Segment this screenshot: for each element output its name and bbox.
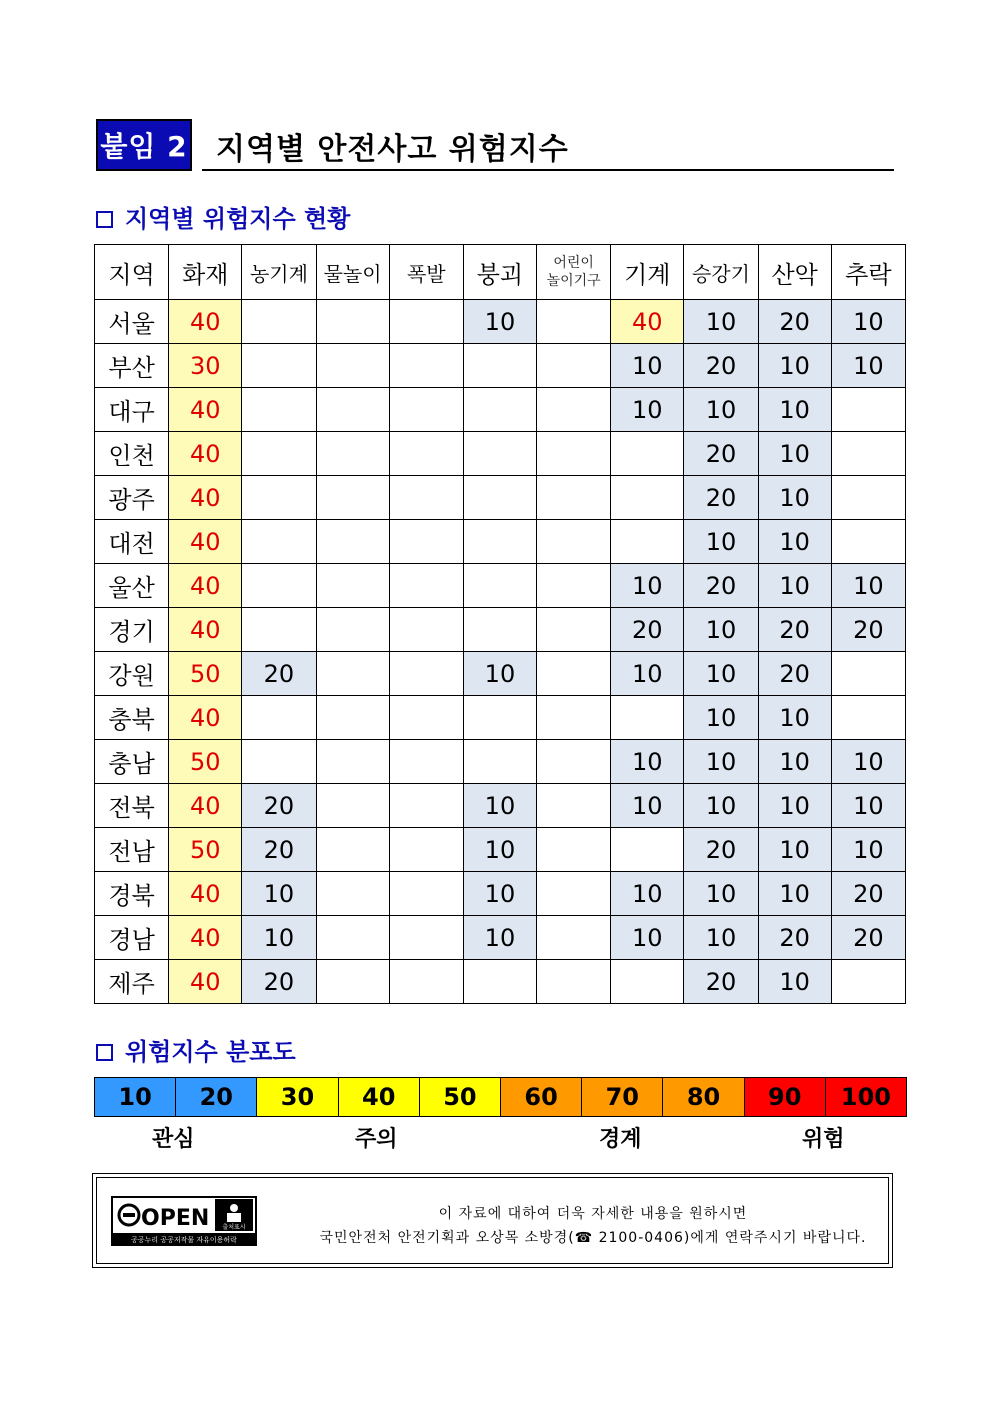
fire-cell: 50 [169,828,242,872]
value-cell: 20 [242,652,316,696]
value-cell [316,916,389,960]
attachment-badge: 붙임 2 [96,119,192,171]
value-cell [537,740,611,784]
value-cell [389,300,463,344]
value-cell: 10 [611,784,684,828]
value-cell [389,872,463,916]
table-row [95,652,906,696]
table-row [95,916,906,960]
value-cell [463,960,536,1004]
value-cell: 20 [684,476,758,520]
logo-badge-text: 출처표시 [222,1224,246,1231]
value-cell [537,564,611,608]
value-cell: 20 [758,916,831,960]
column-header: 어린이 놀이기구 [537,245,611,300]
region-cell: 충북 [95,696,169,740]
column-header: 물놀이 [316,245,389,300]
scale-cell: 20 [176,1078,257,1116]
value-cell: 40 [611,300,684,344]
value-cell [316,388,389,432]
table-row [95,608,906,652]
value-cell [611,520,684,564]
fire-cell: 40 [169,608,242,652]
notice-line-1: 이 자료에 대하여 더욱 자세한 내용을 원하시면 [438,1206,748,1222]
value-cell [316,696,389,740]
checkbox-square-icon [96,211,113,228]
value-cell: 10 [758,828,831,872]
fire-cell: 40 [169,784,242,828]
value-cell: 10 [758,476,831,520]
value-cell: 10 [463,300,536,344]
value-cell: 10 [684,872,758,916]
value-cell: 20 [758,608,831,652]
value-cell [316,520,389,564]
value-cell: 20 [684,828,758,872]
scale-cell: 70 [582,1078,663,1116]
region-cell: 서울 [95,300,169,344]
value-cell [611,432,684,476]
value-cell [242,344,316,388]
column-header: 추락 [831,245,905,300]
value-cell [389,564,463,608]
value-cell: 20 [684,432,758,476]
table-row [95,696,906,740]
section-title: 지역별 위험지수 현황 [125,205,351,233]
scale-label-caution: 주의 [355,1127,398,1152]
value-cell [242,608,316,652]
value-cell [537,916,611,960]
value-cell [316,476,389,520]
section-title: 위험지수 분포도 [125,1038,296,1066]
title-underline [202,169,894,171]
value-cell [389,960,463,1004]
scale-label-alert: 경계 [599,1127,642,1152]
region-cell: 대전 [95,520,169,564]
value-cell [463,432,536,476]
value-cell [463,476,536,520]
value-cell [389,432,463,476]
risk-index-table [94,244,906,1004]
value-cell [537,652,611,696]
value-cell: 10 [611,564,684,608]
value-cell [242,740,316,784]
value-cell: 10 [611,388,684,432]
value-cell: 20 [611,608,684,652]
value-cell [242,432,316,476]
column-header: 농기계 [242,245,316,300]
value-cell [463,520,536,564]
value-cell: 20 [684,960,758,1004]
value-cell [463,696,536,740]
value-cell [242,476,316,520]
value-cell: 10 [758,564,831,608]
value-cell [537,696,611,740]
value-cell: 10 [831,828,905,872]
value-cell: 10 [831,344,905,388]
column-header: 폭발 [389,245,463,300]
value-cell [831,960,905,1004]
value-cell: 10 [463,828,536,872]
value-cell: 10 [758,740,831,784]
value-cell: 10 [611,872,684,916]
value-cell [463,740,536,784]
column-header: 붕괴 [463,245,536,300]
scale-cell: 80 [663,1078,744,1116]
value-cell [463,564,536,608]
value-cell [316,872,389,916]
value-cell [389,476,463,520]
value-cell [316,740,389,784]
table-row [95,960,906,1004]
region-cell: 인천 [95,432,169,476]
value-cell: 10 [242,872,316,916]
value-cell: 10 [611,916,684,960]
region-cell: 경남 [95,916,169,960]
scale-cell: 90 [745,1078,826,1116]
region-cell: 제주 [95,960,169,1004]
value-cell [389,696,463,740]
table-row [95,872,906,916]
fire-cell: 40 [169,872,242,916]
fire-cell: 40 [169,960,242,1004]
value-cell [242,388,316,432]
region-cell: 전남 [95,828,169,872]
value-cell: 20 [684,564,758,608]
value-cell: 10 [758,872,831,916]
scale-cell: 30 [257,1078,338,1116]
table-row [95,520,906,564]
column-header: 승강기 [684,245,758,300]
column-header: 산악 [758,245,831,300]
value-cell [242,300,316,344]
section-heading-status [96,199,350,234]
fire-cell: 40 [169,916,242,960]
notice-line-2: 국민안전처 안전기획과 오상목 소방경(☎ 2100-0406)에게 연락주시기 바랍니다. [319,1230,867,1246]
value-cell [537,432,611,476]
table-row [95,388,906,432]
value-cell [316,432,389,476]
value-cell [242,520,316,564]
logo-sub-text: 공공누리 공공저작물 자유이용허락 [131,1236,237,1244]
scale-cell: 50 [420,1078,501,1116]
value-cell: 20 [242,960,316,1004]
table-row [95,828,906,872]
value-cell [389,916,463,960]
fire-cell: 40 [169,696,242,740]
value-cell [389,740,463,784]
value-cell: 10 [831,300,905,344]
value-cell [389,652,463,696]
value-cell: 10 [684,520,758,564]
table-row [95,300,906,344]
column-header: 지역 [95,245,169,300]
kogl-open-license-logo [111,1196,257,1246]
value-cell [537,608,611,652]
value-cell [463,344,536,388]
notice-text [303,1202,883,1250]
logo-open-text: OPEN [141,1206,210,1231]
value-cell: 10 [684,300,758,344]
value-cell [537,344,611,388]
checkbox-square-icon [96,1044,113,1061]
value-cell: 10 [463,916,536,960]
value-cell: 10 [684,652,758,696]
value-cell [537,784,611,828]
page-title: 지역별 안전사고 위험지수 [216,132,569,167]
table-row [95,432,906,476]
value-cell [831,520,905,564]
value-cell: 20 [758,300,831,344]
fire-cell: 40 [169,520,242,564]
value-cell: 10 [831,740,905,784]
value-cell [537,388,611,432]
fire-cell: 50 [169,652,242,696]
value-cell: 10 [684,696,758,740]
value-cell: 10 [463,872,536,916]
region-cell: 충남 [95,740,169,784]
value-cell: 10 [758,960,831,1004]
fire-cell: 40 [169,564,242,608]
value-cell [463,608,536,652]
region-cell: 전북 [95,784,169,828]
scale-label-danger: 위험 [802,1127,845,1152]
value-cell [242,564,316,608]
region-cell: 부산 [95,344,169,388]
region-cell: 강원 [95,652,169,696]
table-row [95,740,906,784]
value-cell [537,300,611,344]
value-cell: 20 [758,652,831,696]
column-header: 화재 [169,245,242,300]
value-cell: 10 [611,344,684,388]
value-cell [389,344,463,388]
fire-cell: 50 [169,740,242,784]
value-cell [537,960,611,1004]
value-cell [463,388,536,432]
value-cell [537,872,611,916]
value-cell: 10 [758,388,831,432]
risk-scale-bar [94,1077,907,1117]
table-row [95,344,906,388]
value-cell: 10 [463,652,536,696]
value-cell: 10 [758,696,831,740]
fire-cell: 40 [169,300,242,344]
value-cell: 20 [831,608,905,652]
table-row [95,564,906,608]
value-cell: 20 [831,916,905,960]
value-cell [389,520,463,564]
contact-notice-box [92,1173,893,1268]
value-cell [242,696,316,740]
scale-label-attention: 관심 [152,1127,195,1152]
section-heading-distribution [96,1032,296,1067]
value-cell [389,828,463,872]
scale-cell: 60 [501,1078,582,1116]
table-row [95,784,906,828]
value-cell: 20 [684,344,758,388]
value-cell [316,608,389,652]
value-cell: 10 [684,388,758,432]
value-cell [389,388,463,432]
region-cell: 경기 [95,608,169,652]
value-cell [611,696,684,740]
value-cell: 10 [684,608,758,652]
value-cell [316,300,389,344]
scale-cell: 100 [826,1078,906,1116]
value-cell: 20 [242,828,316,872]
value-cell: 10 [611,652,684,696]
region-cell: 경북 [95,872,169,916]
table-row [95,476,906,520]
value-cell [389,608,463,652]
column-header: 기계 [611,245,684,300]
value-cell [316,828,389,872]
scale-cell: 40 [339,1078,420,1116]
value-cell [316,652,389,696]
value-cell [831,388,905,432]
value-cell: 10 [684,784,758,828]
value-cell: 10 [611,740,684,784]
value-cell [831,696,905,740]
value-cell: 10 [758,344,831,388]
value-cell [537,520,611,564]
region-cell: 울산 [95,564,169,608]
value-cell: 10 [758,520,831,564]
value-cell [831,432,905,476]
value-cell: 20 [831,872,905,916]
value-cell [611,828,684,872]
fire-cell: 40 [169,432,242,476]
value-cell: 10 [684,740,758,784]
value-cell [316,564,389,608]
scale-cell: 10 [95,1078,176,1116]
value-cell [389,784,463,828]
value-cell: 20 [242,784,316,828]
region-cell: 광주 [95,476,169,520]
region-cell: 대구 [95,388,169,432]
fire-cell: 40 [169,476,242,520]
fire-cell: 30 [169,344,242,388]
value-cell: 10 [463,784,536,828]
value-cell: 10 [684,916,758,960]
value-cell: 10 [242,916,316,960]
value-cell: 10 [758,432,831,476]
fire-cell: 40 [169,388,242,432]
value-cell [611,476,684,520]
value-cell [316,344,389,388]
value-cell [611,960,684,1004]
value-cell: 10 [831,784,905,828]
value-cell: 10 [831,564,905,608]
value-cell [831,476,905,520]
value-cell: 10 [758,784,831,828]
value-cell [316,784,389,828]
value-cell [537,828,611,872]
value-cell [316,960,389,1004]
table-header-row [95,245,906,300]
value-cell [831,652,905,696]
value-cell [537,476,611,520]
